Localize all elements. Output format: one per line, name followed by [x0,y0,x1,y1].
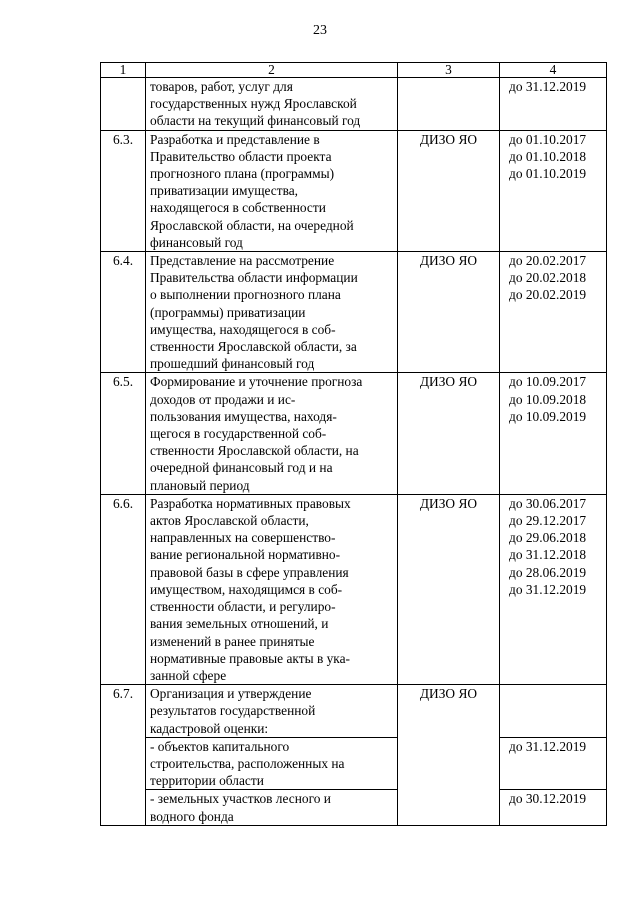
text-line: Правительства области информации [150,270,358,286]
text-line: (программы) приватизации [150,304,306,320]
row-number: 6.5. [101,373,146,494]
deadline: до 20.02.2017 [509,253,587,269]
table-row-6-6 [101,494,607,684]
row-deadlines [500,130,607,251]
row-deadlines [500,494,607,684]
header-col-1: 1 [101,63,146,78]
text-line: товаров, работ, услуг для [150,79,293,94]
text-line: территории области [150,773,264,789]
text-line: нормативные правовые акты в ука- [150,650,351,666]
text-line: ственности Ярославской области, за [150,339,357,355]
deadline: до 30.06.2017 [509,495,587,511]
text-line: ственности области, и регулиро- [150,599,336,615]
header-col-2: 2 [146,63,398,78]
subrow-deadline [500,790,607,825]
text-line: Разработка и представление в [150,131,320,147]
row-number: 6.3. [101,130,146,251]
row-deadlines [500,685,607,738]
plan-table [100,62,607,826]
text-line: кадастровой оценки: [150,720,269,736]
row-text [146,685,398,738]
text-line: вания земельных отношений, и [150,616,329,632]
row-number: 6.6. [101,494,146,684]
deadline: до 10.09.2019 [509,408,587,424]
subrow-text [146,790,398,825]
text-line: результатов государственной [150,703,316,719]
table-row-6-5 [101,373,607,494]
text-line: очередной финансовый год и на [150,460,333,476]
table-row-6-4 [101,252,607,373]
deadline: до 20.02.2018 [509,270,587,286]
deadline: до 10.09.2018 [509,391,587,407]
deadline: до 01.10.2017 [509,131,587,147]
text-line: имущества, находящегося в соб- [150,321,336,337]
row-executor: ДИЗО ЯО [398,494,500,684]
text-line: имуществом, находящимся в соб- [150,581,343,597]
text-line: о выполнении прогнозного плана [150,287,341,303]
deadline: до 01.10.2018 [509,148,587,164]
continuation-deadlines [500,78,607,131]
continuation-executor [398,78,500,131]
text-line: правовой базы в сфере управления [150,564,349,580]
row-text [146,130,398,251]
text-line: - земельных участков лесного и [150,791,331,807]
header-row [101,63,607,78]
text-line: изменений в ранее принятые [150,633,315,649]
text-line: плановый период [150,477,250,493]
deadline: до 31.12.2019 [509,581,587,597]
text-line: Организация и утверждение [150,686,312,702]
text-line: прогнозного плана (программы) [150,166,335,182]
deadline: до 10.09.2017 [509,374,587,390]
text-line: строительства, расположенных на [150,755,345,771]
text-line: находящегося в собственности [150,200,326,216]
table-row-6-3 [101,130,607,251]
continuation-row [101,78,607,131]
text-line: направленных на совершенство- [150,530,336,546]
row-text [146,494,398,684]
text-line: Представление на рассмотрение [150,253,335,269]
deadline: до 31.12.2019 [509,79,587,94]
deadline: до 29.12.2017 [509,513,587,529]
text-line: пользования имущества, находя- [150,408,337,424]
table-row-6-7 [101,685,607,738]
deadline: до 31.12.2018 [509,547,587,563]
text-line: доходов от продажи и ис- [150,391,296,407]
row-deadlines [500,252,607,373]
deadline: до 20.02.2019 [509,287,587,303]
row-executor: ДИЗО ЯО [398,373,500,494]
row-executor: ДИЗО ЯО [398,685,500,826]
page-number: 23 [313,23,327,38]
text-line: приватизации имущества, [150,183,299,199]
deadline: до 01.10.2019 [509,166,587,182]
deadline: до 28.06.2019 [509,564,587,580]
row-executor: ДИЗО ЯО [398,252,500,373]
deadline: до 31.12.2019 [509,738,587,754]
text-line: прошедший финансовый год [150,356,315,372]
subrow-text [146,737,398,790]
text-line: области на текущий финансовый год [150,113,361,129]
row-number: 6.7. [101,685,146,826]
deadline: до 30.12.2019 [509,791,587,807]
text-line: щегося в государственной соб- [150,426,327,442]
text-line: актов Ярославской области, [150,513,309,529]
row-number: 6.4. [101,252,146,373]
text-line: ственности Ярославской области, на [150,443,359,459]
continuation-num [101,78,146,131]
text-line: - объектов капитального [150,738,290,754]
continuation-text [146,78,398,131]
text-line: финансовый год [150,234,243,250]
text-line: Формирование и уточнение прогноза [150,374,363,390]
text-line: государственных нужд Ярославской [150,96,357,112]
row-deadlines [500,373,607,494]
text-line: Ярославской области, на очередной [150,217,354,233]
text-line: водного фонда [150,808,234,824]
header-col-4: 4 [500,63,607,78]
row-text [146,373,398,494]
row-executor: ДИЗО ЯО [398,130,500,251]
table-subrow-6-7-a [101,737,607,790]
row-text [146,252,398,373]
deadline: до 29.06.2018 [509,530,587,546]
text-line: Разработка нормативных правовых [150,495,351,511]
header-col-3: 3 [398,63,500,78]
subrow-deadline [500,737,607,790]
text-line: Правительство области проекта [150,148,332,164]
table-subrow-6-7-b [101,790,607,825]
text-line: занной сфере [150,667,227,683]
text-line: вание региональной нормативно- [150,547,341,563]
